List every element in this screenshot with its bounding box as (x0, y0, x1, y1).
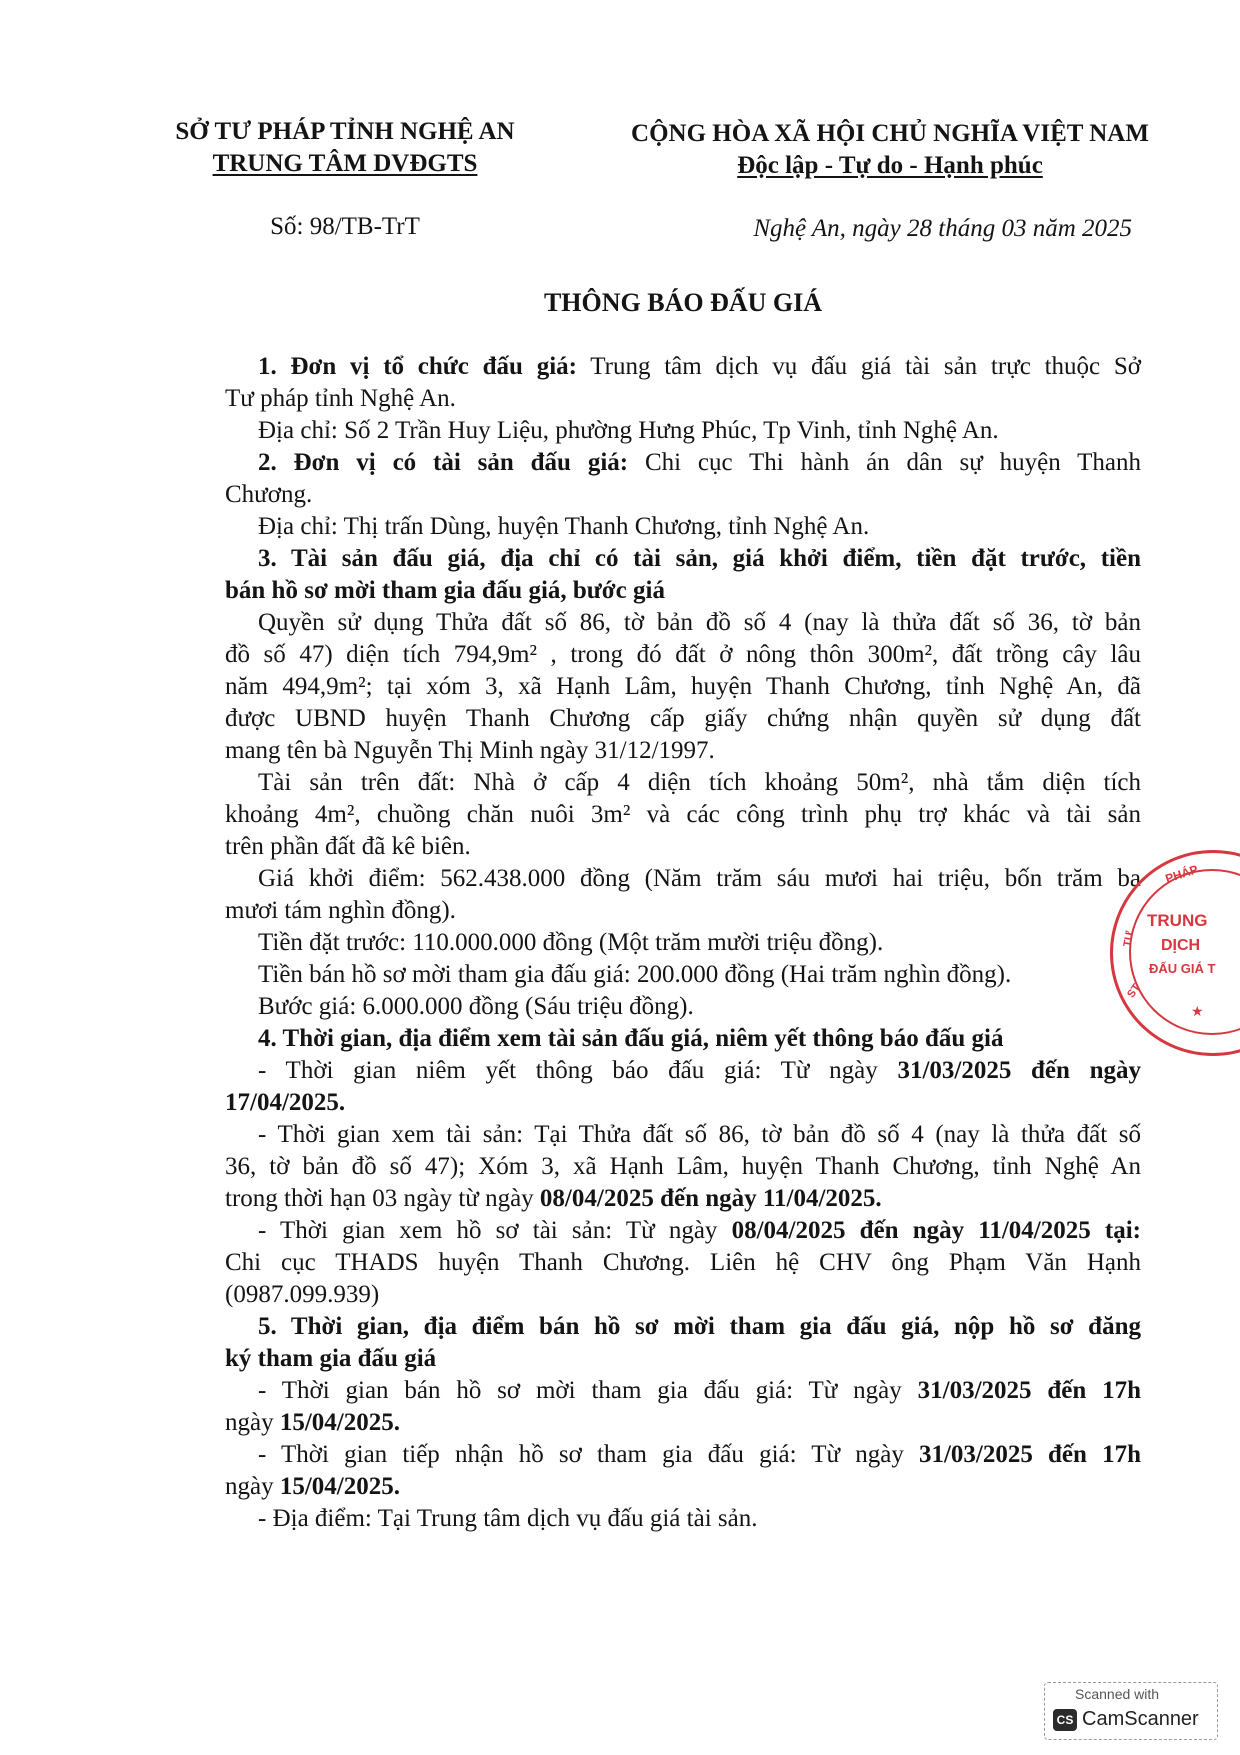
section-3-heading-2: bán hồ sơ mời tham gia đấu giá, bước giá (225, 577, 665, 604)
sale-time-text: - Thời gian bán hồ sơ mời tham gia đấu giá: Từ ngày (258, 1377, 902, 1404)
camscanner-watermark (1044, 1682, 1218, 1740)
asset-line-3: năm 494,9m²; tại xóm 3, xã Hạnh Lâm, huyện Thanh Chương, tỉnh Nghệ An, đã (225, 673, 1141, 700)
section-2-line-1 (258, 448, 1141, 478)
sale-time-day-label: ngày (225, 1409, 274, 1436)
national-motto (580, 152, 1200, 180)
asset-line-2: đồ số 47) diện tích 794,9m² , trong đó đất ở nông thôn 300m², đất trồng cây lâu (225, 641, 1141, 668)
receipt-time-dates: 31/03/2025 đến 17h (918, 1441, 1141, 1468)
section-1-text: Trung tâm dịch vụ đấu giá tài sản trực thuộc Sở (590, 353, 1141, 380)
national-title: CỘNG HÒA XÃ HỘI CHỦ NGHĨA VIỆT NAM (631, 120, 1149, 147)
viewing-asset-line-3 (225, 1184, 1141, 1214)
posting-time-text: - Thời gian niêm yết thông báo đấu giá: Từ ngày (258, 1057, 878, 1084)
viewing-docs-dates: 08/04/2025 đến ngày 11/04/2025 tại: (731, 1217, 1142, 1244)
center-name-text: TRUNG TÂM DVĐGTS (212, 150, 478, 177)
viewing-asset-dates: 08/04/2025 đến ngày 11/04/2025. (539, 1185, 882, 1212)
section-5-heading-1: 5. Thời gian, địa điểm bán hồ sơ mời tham gia đấu giá, nộp hồ sơ đăng (258, 1313, 1141, 1340)
section-2-address: Địa chỉ: Thị trấn Dùng, huyện Thanh Chương, tỉnh Nghệ An. (258, 513, 870, 540)
sale-time-line-1 (258, 1376, 1141, 1406)
section-2-line-2: Chương. (225, 481, 313, 508)
sale-time-line-2 (225, 1408, 1141, 1438)
receipt-time-line-2 (225, 1472, 1141, 1502)
asset-line-4: được UBND huyện Thanh Chương cấp giấy chứng nhận quyền sử dụng đất (225, 705, 1141, 732)
starting-price-line-1: Giá khởi điểm: 562.438.000 đồng (Năm trăm sáu mươi hai triệu, bốn trăm ba (258, 865, 1141, 892)
posting-time-line-1 (258, 1056, 1141, 1086)
land-asset-line-2: khoảng 4m², chuồng chăn nuôi 3m² và các công trình phụ trợ khác và tài sản (225, 801, 1141, 828)
seal-top-text: PHÁP (1163, 862, 1200, 886)
seal-left-bottom-text: ST (1125, 981, 1143, 1001)
document-fee-line: Tiền bán hồ sơ mời tham gia đấu giá: 200.000 đồng (Hai trăm nghìn đồng). (258, 961, 1012, 988)
viewing-asset-line-2: 36, tờ bản đồ số 47); Xóm 3, xã Hạnh Lâm, huyện Thanh Chương, tỉnh Nghệ An (225, 1153, 1141, 1180)
land-asset-line-1: Tài sản trên đất: Nhà ở cấp 4 diện tích khoảng 50m², nhà tắm diện tích (258, 769, 1141, 796)
seal-line-3: ĐẤU GIÁ T (1149, 961, 1216, 976)
seal-line-1: TRUNG (1147, 911, 1208, 930)
posting-time-dates: 31/03/2025 đến ngày (897, 1057, 1142, 1084)
starting-price-line-2: mươi tám nghìn đồng). (225, 897, 456, 924)
receipt-time-line-1 (258, 1440, 1141, 1470)
section-4-heading: 4. Thời gian, địa điểm xem tài sản đấu giá, niêm yết thông báo đấu giá (258, 1025, 1004, 1052)
motto-text: Độc lập - Tự do - Hạnh phúc (737, 152, 1043, 179)
seal-star-icon: ★ (1191, 1003, 1204, 1019)
camscanner-logo-icon: CS (1053, 1709, 1077, 1731)
agency-name: SỞ TƯ PHÁP TỈNH NGHỆ AN (175, 118, 515, 145)
sale-time-dates: 31/03/2025 đến 17h (917, 1377, 1142, 1404)
document-number: Số: 98/TB-TrT (270, 213, 420, 240)
place-date: Nghệ An, ngày 28 tháng 03 năm 2025 (753, 215, 1132, 242)
center-name (150, 150, 540, 178)
viewing-docs-line-3: (0987.099.939) (225, 1281, 380, 1308)
location-line: - Địa điểm: Tại Trung tâm dịch vụ đấu giá tài sản. (258, 1505, 758, 1532)
section-2-label: 2. Đơn vị có tài sản đấu giá: (258, 449, 629, 476)
receipt-time-end-date: 15/04/2025. (279, 1473, 401, 1500)
section-1-address: Địa chỉ: Số 2 Trần Huy Liệu, phường Hưng Phúc, Tp Vinh, tỉnh Nghệ An. (258, 417, 999, 444)
seal-left-text: TƯ (1121, 930, 1137, 948)
asset-line-1: Quyền sử dụng Thửa đất số 86, tờ bản đồ số 4 (nay là thửa đất số 36, tờ bản (258, 609, 1141, 636)
viewing-asset-line-1: - Thời gian xem tài sản: Tại Thửa đất số 86, tờ bản đồ số 4 (nay là thửa đất số (258, 1121, 1141, 1148)
sale-time-end-date: 15/04/2025. (279, 1409, 401, 1436)
viewing-asset-text: trong thời hạn 03 ngày từ ngày (225, 1185, 534, 1212)
page-title: THÔNG BÁO ĐẤU GIÁ (543, 288, 823, 317)
section-5-heading-2: ký tham gia đấu giá (225, 1345, 437, 1372)
land-asset-line-3: trên phần đất đã kê biên. (225, 833, 471, 860)
viewing-docs-line-1 (258, 1216, 1141, 1246)
seal-line-2: DỊCH (1161, 937, 1201, 954)
viewing-docs-line-2: Chi cục THADS huyện Thanh Chương. Liên hệ CHV ông Phạm Văn Hạnh (225, 1249, 1141, 1276)
viewing-docs-text: - Thời gian xem hồ sơ tài sản: Từ ngày (258, 1217, 718, 1244)
posting-time-line-2: 17/04/2025. (225, 1089, 346, 1116)
section-1-line-1 (258, 352, 1141, 382)
watermark-caption: Scanned with (1075, 1686, 1160, 1702)
section-1-line-2: Tư pháp tỉnh Nghệ An. (225, 385, 456, 412)
deposit-line: Tiền đặt trước: 110.000.000 đồng (Một trăm mười triệu đồng). (258, 929, 884, 956)
section-1-label: 1. Đơn vị tổ chức đấu giá: (258, 353, 577, 380)
receipt-time-day-label: ngày (225, 1473, 274, 1500)
section-3-heading-1: 3. Tài sản đấu giá, địa chỉ có tài sản, giá khởi điểm, tiền đặt trước, tiền (258, 545, 1141, 572)
section-2-text: Chi cục Thi hành án dân sự huyện Thanh (644, 449, 1141, 476)
watermark-brand: CamScanner (1082, 1708, 1199, 1730)
receipt-time-text: - Thời gian tiếp nhận hồ sơ tham gia đấu giá: Từ ngày (258, 1441, 904, 1468)
asset-line-5: mang tên bà Nguyễn Thị Minh ngày 31/12/1997. (225, 737, 715, 764)
bid-step-line: Bước giá: 6.000.000 đồng (Sáu triệu đồng). (258, 993, 694, 1020)
